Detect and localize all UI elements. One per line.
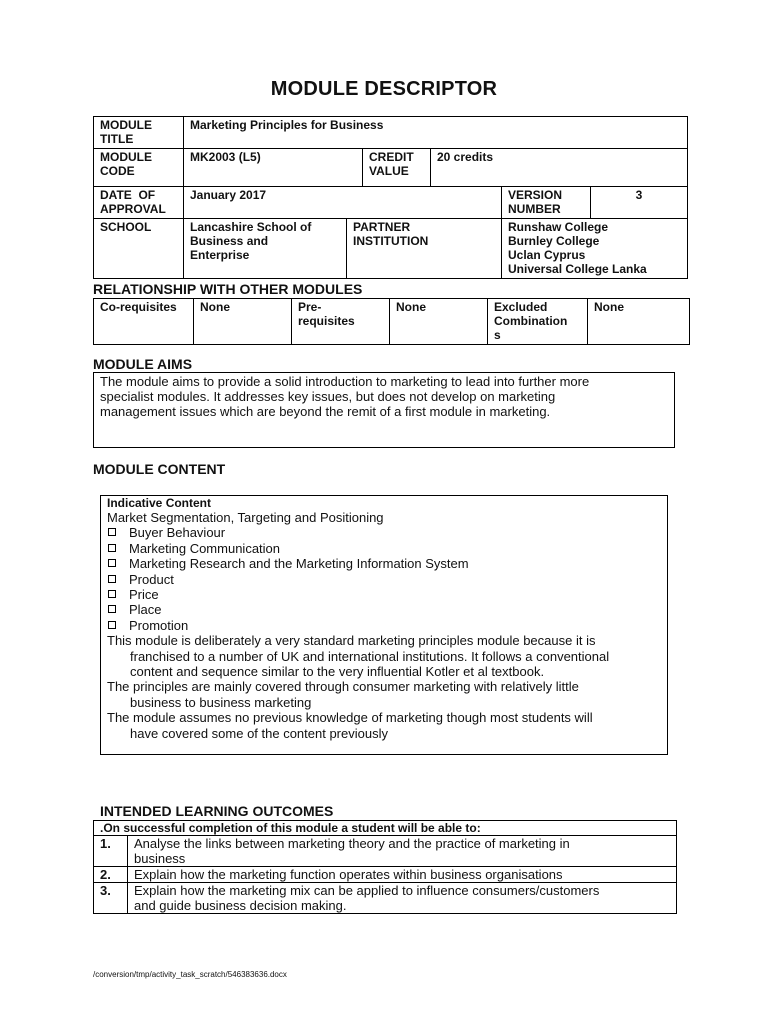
prerequisites-value: None bbox=[390, 299, 488, 345]
credit-value-value: 20 credits bbox=[431, 149, 688, 187]
list-item: Marketing Research and the Marketing Information System bbox=[107, 556, 661, 571]
content-paragraph: The module assumes no previous knowledge of marketing though most students will have covered some of the content previously bbox=[107, 710, 593, 741]
module-title-label: MODULE TITLE bbox=[94, 117, 184, 149]
checkbox-bullet-icon bbox=[108, 590, 116, 598]
list-item: Buyer Behaviour bbox=[107, 525, 661, 540]
module-aims-text: The module aims to provide a solid introduction to marketing to lead into further more specialist modules. It addresses key issues, but does not develop on marketing management issues which are beyond the remit of a first module in marketing. bbox=[100, 374, 590, 419]
excluded-combinations-value: None bbox=[588, 299, 690, 345]
module-content-heading: MODULE CONTENT bbox=[93, 461, 226, 477]
list-item: Place bbox=[107, 602, 661, 617]
module-content-box bbox=[100, 495, 668, 755]
module-code-label: MODULE CODE bbox=[94, 149, 184, 187]
outcome-number: 3. bbox=[94, 883, 128, 914]
module-title-value: Marketing Principles for Business bbox=[184, 117, 688, 149]
outcome-text: Explain how the marketing mix can be applied to influence consumers/customers and guide business decision making. bbox=[128, 883, 677, 914]
list-item: Price bbox=[107, 587, 661, 602]
module-code-value: MK2003 (L5) bbox=[184, 149, 363, 187]
module-aims-heading: MODULE AIMS bbox=[93, 356, 193, 372]
credit-value-label: CREDIT VALUE bbox=[363, 149, 431, 187]
relationship-heading: RELATIONSHIP WITH OTHER MODULES bbox=[93, 281, 363, 297]
list-item: Marketing Communication bbox=[107, 541, 661, 556]
partner-institution-value: Runshaw College Burnley College Uclan Cyprus Universal College Lanka bbox=[502, 219, 688, 279]
relationship-table bbox=[93, 298, 690, 345]
corequisites-value: None bbox=[194, 299, 292, 345]
checkbox-bullet-icon bbox=[108, 544, 116, 552]
list-item: Promotion bbox=[107, 618, 661, 633]
outcome-text: Analyse the links between marketing theory and the practice of marketing in business bbox=[128, 836, 677, 867]
content-paragraph: This module is deliberately a very standard marketing principles module because it is franchised to a number of UK and international institutions. It follows a conventional content and sequence similar to the very influential Kotler et al textbook. bbox=[107, 633, 610, 680]
prerequisites-label: Pre- requisites bbox=[292, 299, 390, 345]
outcomes-lead: .On successful completion of this module a student will be able to: bbox=[94, 821, 677, 836]
date-of-approval-label: DATE OF APPROVAL bbox=[94, 187, 184, 219]
content-paragraph: The principles are mainly covered through consumer marketing with relatively little business to business marketing bbox=[107, 679, 579, 710]
content-intro: Market Segmentation, Targeting and Positioning bbox=[107, 510, 384, 525]
outcome-number: 2. bbox=[94, 867, 128, 883]
checkbox-bullet-icon bbox=[108, 559, 116, 567]
learning-outcomes-heading: INTENDED LEARNING OUTCOMES bbox=[100, 803, 334, 819]
footer-file-path: /conversion/tmp/activity_task_scratch/546383636.docx bbox=[93, 970, 287, 979]
checkbox-bullet-icon bbox=[108, 621, 116, 629]
excluded-combinations-label: Excluded Combination s bbox=[488, 299, 588, 345]
module-aims-box bbox=[93, 372, 675, 448]
checkbox-bullet-icon bbox=[108, 575, 116, 583]
document-title: MODULE DESCRIPTOR bbox=[270, 78, 498, 100]
checkbox-bullet-icon bbox=[108, 528, 116, 536]
outcome-number: 1. bbox=[94, 836, 128, 867]
checkbox-bullet-icon bbox=[108, 605, 116, 613]
list-item: Product bbox=[107, 572, 661, 587]
date-of-approval-value: January 2017 bbox=[184, 187, 502, 219]
school-value: Lancashire School of Business and Enterprise bbox=[184, 219, 347, 279]
learning-outcomes-table bbox=[93, 820, 677, 914]
corequisites-label: Co-requisites bbox=[94, 299, 194, 345]
school-label: SCHOOL bbox=[94, 219, 184, 279]
version-number-label: VERSION NUMBER bbox=[502, 187, 591, 219]
indicative-content-heading: Indicative Content bbox=[107, 496, 212, 510]
outcome-text: Explain how the marketing function operates within business organisations bbox=[128, 867, 677, 883]
version-number-value: 3 bbox=[591, 187, 688, 219]
module-info-table bbox=[93, 116, 688, 279]
partner-institution-label: PARTNER INSTITUTION bbox=[347, 219, 502, 279]
